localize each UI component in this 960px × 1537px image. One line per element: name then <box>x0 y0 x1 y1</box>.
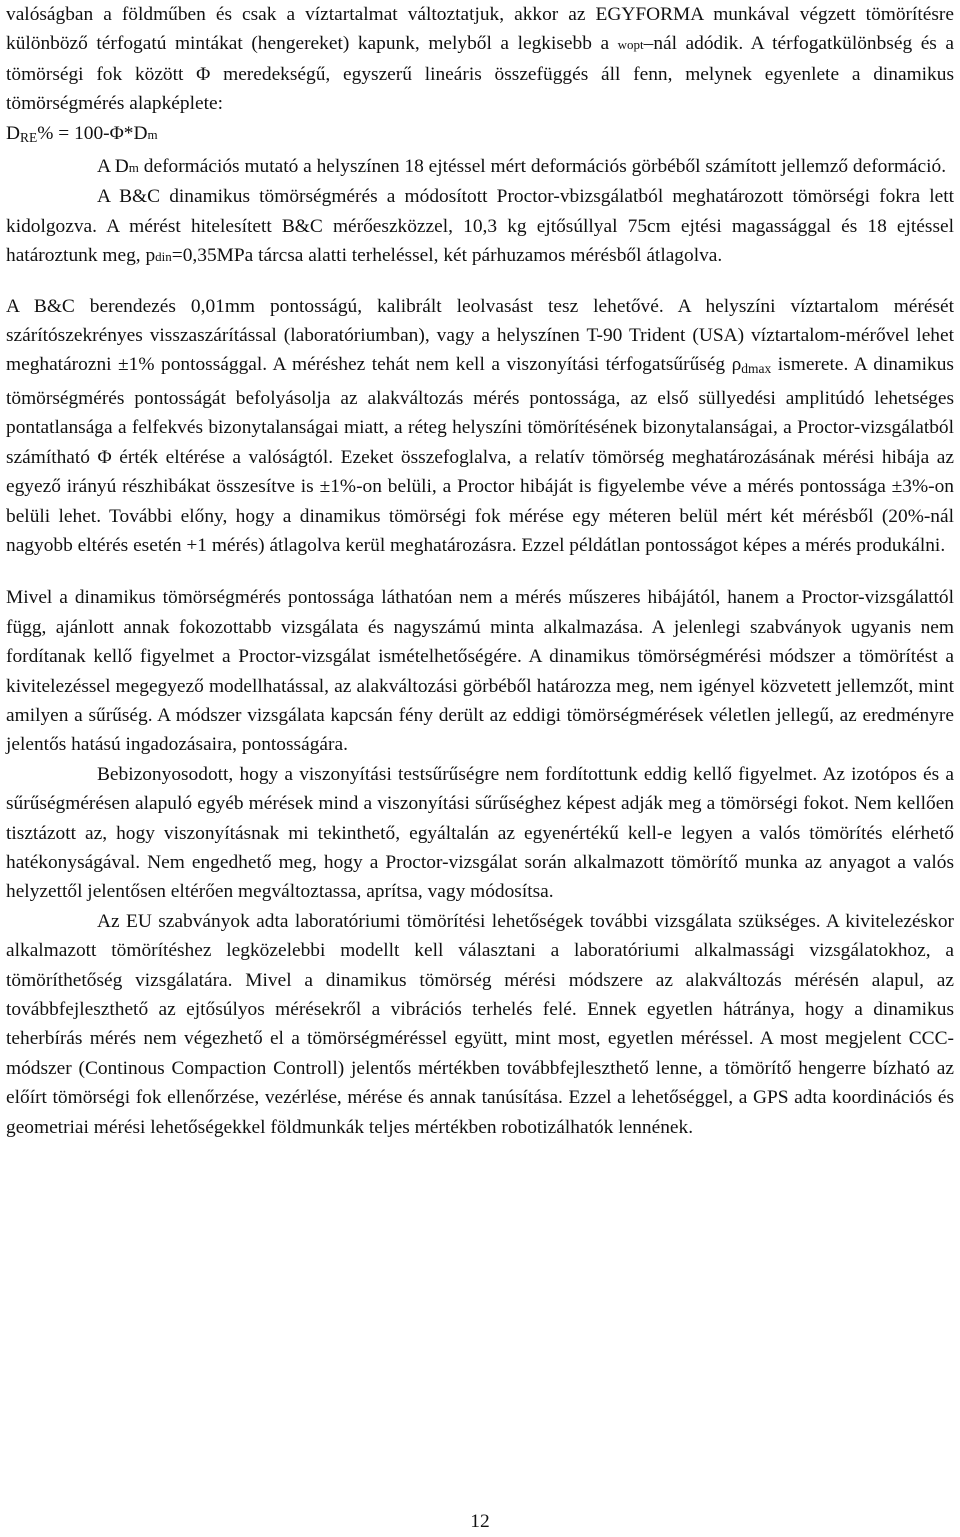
paragraph-dm-definition: A Dm deformációs mutató a helyszínen 18 ejtéssel mért deformációs görbéből számított jellemző deformáció. <box>97 156 947 178</box>
paragraph-reference-density: Bebizonyosodott, hogy a viszonyítási testsűrűségre nem fordítottunk eddig kellő figyelmet. Az izotópos és a sűrűségmérésen alapuló egyéb mérések mind a viszonyítási sűrűséghez képest adják meg a tömörségi fokot. Nem kellően tisztázott az, hogy viszonyításnak mi tekinthető, egyáltalán az egyenértékű kell-e legyen a valós tömörítés elérhető hatékonyságával. Nem engedhető meg, hogy a Proctor-vizsgálat során alkalmazott tömörítő munka az anyagot a valós helyzettől jelentősen eltérően megváltoztassa, aprítsa, vagy módosítsa. <box>6 763 954 903</box>
paragraph-proctor-dependence: Mivel a dinamikus tömörségmérés pontossága láthatóan nem a mérés műszeres hibájától, hanem a Proctor-vizsgálattól függ, ajánlott annak fokozottabb vizsgálata és nagyszámú minta alkalmazása. A jelenlegi szabványok ugyanis nem fordítanak kellő figyelmet a Proctor-vizsgálat ismételhetőségére. A dinamikus tömörségmérési módszer a tömörítést a kivitelezéssel megegyező modellhatással, az alakváltozási görbéből határozza meg, nem igényel közvetett jellemzőt, mint amilyen a sűrűség. A módszer vizsgálata kapcsán fény derült az eddigi tömörségmérések véletlen jellegű, az eredményre jelentős hatású ingadozásaira, pontosságára. <box>6 587 954 756</box>
formula: $D_{RE}\% = 100-\Phi*Dm$ <box>6 122 158 145</box>
paragraph-intro: valóságban a földműben és csak a víztartalmat változtatjuk, akkor az EGYFORMA munkával végzett tömörítésre különböző térfogatú mintákat (hengereket) kapunk, melyből a legkisebb a wopt–nál adódik. A térfogatkülönbség és a tömörségi fok között Φ meredekségű, egyszerű lineáris összefüggés áll fenn, melynek egyenlete a dinamikus tömörségmérés alapképlete: <box>6 4 954 115</box>
page-number: 12 <box>470 1511 490 1532</box>
document-page <box>6 0 954 1142</box>
paragraph-bc-accuracy: A B&C berendezés 0,01mm pontosságú, kalibrált leolvasást tesz lehetővé. A helyszíni víztartalom mérését szárítószekrényes visszaszárítással (laboratóriumban), vagy a helyszínen T-90 Trident (USA) víztartalom-mérővel lehet meghatározni ±1% pontossággal. A méréshez tehát nem kell a viszonyítási térfogatsűrűség $\rho_{dmax}$ ismerete. A dinamikus tömörségmérés pontosságát befolyásolja az alakváltozás mérés pontossága, az első süllyedési amplitúdó lehetséges pontatlansága a felfekvés bizonytalanságai miatt, a réteg helyszíni tömörítésének bizonytalanságai, a Proctor-vizsgálatból számítható Φ érték eltérése a valóságtól. Ezeket összefoglalva, a relatív tömörség meghatározásának mérési hibája az egyező irányú részhibákat összesítve is ±1%-on belüli, a Proctor hibáját is figyelembe véve a mérés pontossága ±3%-on belüli lehet. További előny, hogy a dinamikus tömörségi fok mérése egy méteren belül mért két mérésből (20%-nál nagyobb eltérés esetén +1 mérés) átlagolva kerül meghatározásra. Ezzel példátlan pontosságot képes a mérés produkálni. <box>6 295 954 556</box>
paragraph-eu-standards: Az EU szabványok adta laboratóriumi tömörítési lehetőségek további vizsgálata szükséges. A kivitelezéskor alkalmazott tömörítéshez legközelebbi modellt kell választani a laboratóriumi alkalmassági vizsgálatokhoz, a tömöríthetőség vizsgálatára. Mivel a dinamikus tömörség mérési módszere az alakváltozás mérésén alapul, az továbbfejleszthető az ejtősúlyos mérésekről a vibrációs terhelés felé. Ennek egyetlen hátránya, hogy a dinamikus teherbírás mérés nem végezhető el a tömörségméréssel együtt, mint most, egyetlen méréssel. A most megjelent CCC-módszer (Continous Compaction Controll) jelentős mértékben továbbfejleszthető lenne, a tömörítő hengerre bízható az előírt tömörségi fok ellenőrzése, vezérlése, mérése és annak tanúsítása. Ezzel a lehetőséggel, a GPS adta koordinációs és geometriai mérési lehetőségekkel földmunkák teljes mértékben robotizálhatók lennének. <box>6 910 954 1138</box>
w-opt-symbol: wopt <box>617 37 644 53</box>
paragraph-bc-method: A B&C dinamikus tömörségmérés a módosított Proctor-vbizsgálatból meghatározott tömörségi fokra lett kidolgozva. A mérést hitelesített B&C mérőeszközzel, 10,3 kg ejtősúllyal 75cm ejtési magassággal és 18 ejtéssel határoztunk meg, pdin=0,35MPa tárcsa alatti terheléssel, két párhuzamos mérésből átlagolva. <box>6 186 954 267</box>
